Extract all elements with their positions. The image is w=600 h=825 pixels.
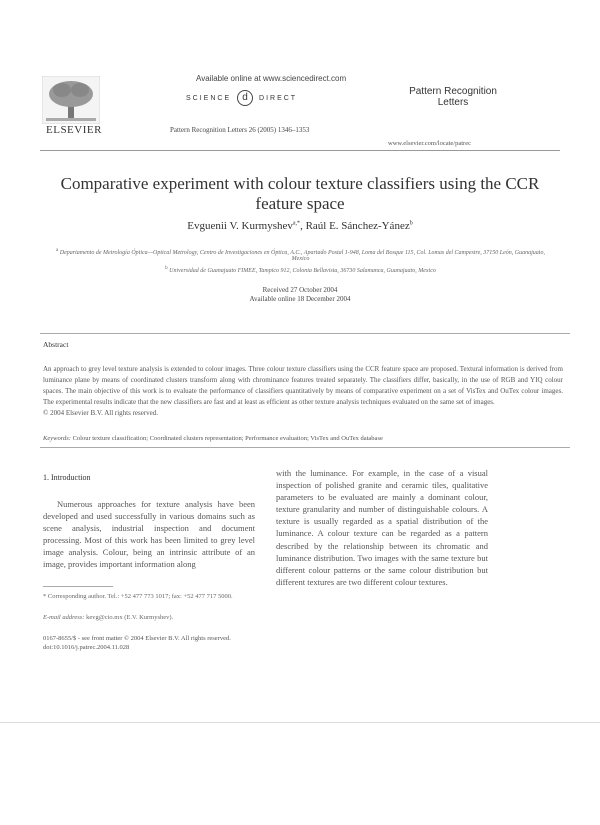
sciencedirect-logo: [186, 90, 297, 106]
author-1-sup: a,*: [292, 220, 301, 227]
intro-right-column: with the luminance. For example, in the case of a visual inspection of polished granite and ceramic tiles, qualitative parameters to be evaluated are mainly a dominant colour, texture granularity and number of distinguishable colours. A texture is usually regarded as a spatial distribution of the luminance. A colour texture can be regarded as a pattern described by the relationship between its chromatic and luminance distribution. Two images with the same texture but different colour patterns or the same colour distribution but different textures are two different colour textures.: [276, 468, 488, 587]
available-date: Available online 18 December 2004: [249, 295, 351, 303]
article-dates: [200, 286, 400, 304]
affiliation-a: [48, 248, 553, 262]
affiliation-a-text: Departamento de Metrología Óptica—Optical Metrology, Centro de Investigaciones en Óptica, A.C., Apartado Postal 1-948, Loma del Bosque 115, Col. Lomas del Campestre, 37150 León, Guanajuato, Mexico: [59, 250, 545, 262]
affiliation-b: [48, 266, 553, 274]
author-separator: ,: [300, 220, 306, 232]
footnote-corresponding: * Corresponding author. Tel.: +52 477 773 1017; fax: +52 477 717 5000.: [43, 593, 233, 600]
received-date: Received 27 October 2004: [262, 286, 338, 294]
abstract-divider-top: [40, 333, 570, 334]
affiliation-a-label: a: [56, 248, 59, 253]
author-1: Evguenii V. Kurmyshev: [187, 220, 293, 232]
sd-left: SCIENCE: [186, 94, 232, 102]
article-title: Comparative experiment with colour texture classifiers using the CCR feature space: [60, 174, 540, 213]
publisher-name: ELSEVIER: [46, 124, 102, 136]
header-divider: [40, 150, 560, 151]
abstract-text: An approach to grey level texture analysis is extended to colour images. Three colour texture classifiers using the CCR feature space are proposed. Textural information is derived from luminance plane by means of coordinated clusters transform along with chrominance features treated separately. The classifiers differ, basically, in the use of RGB and YIQ colour spaces. The main objective of this work is to evaluate the performance of classifiers quantitatively by means of comparative experiment on a set of VisTex and OuTex colour images. The experimental results indicate that the new classifiers are fast and at least as efficient as other texture analysis techniques evaluated on the same set of images.: [43, 365, 563, 406]
sd-right: DIRECT: [259, 94, 298, 102]
section-heading: 1. Introduction: [43, 473, 91, 482]
footnote-email: [43, 613, 268, 622]
available-online: Available online at www.sciencedirect.com: [196, 74, 347, 83]
journal-reference: Pattern Recognition Letters 26 (2005) 1346–1353: [170, 126, 310, 134]
intro-left-column: Numerous approaches for texture analysis have been developed and used successfully in various domains such as scene analysis, industrial inspection and document processing. Most of this work has been limited to grey level image analysis. Colour, being an intrinsic attribute of an image, provides important information along: [43, 499, 255, 570]
elsevier-tree-logo: [42, 76, 100, 124]
doi-line: doi:10.1016/j.patrec.2004.11.028: [43, 644, 130, 651]
abstract-heading: Abstract: [43, 340, 69, 349]
keywords: [43, 435, 568, 442]
journal-url[interactable]: www.elsevier.com/locate/patrec: [388, 140, 471, 147]
abstract-copyright: © 2004 Elsevier B.V. All rights reserved.: [43, 409, 159, 417]
abstract-body: [43, 364, 563, 419]
affiliation-b-text: Universidad de Guanajuato FIMEE, Tampico 912, Colonia Bellavista, 36730 Salamanca, Guanajuato, Mexico: [169, 268, 436, 274]
email-address: kevg@cio.mx (E.V. Kurmyshev).: [84, 614, 174, 621]
author-2: Raúl E. Sánchez-Yánez: [305, 220, 410, 232]
issn-line: 0167-8655/$ - see front matter © 2004 Elsevier B.V. All rights reserved.: [43, 635, 231, 642]
email-label: E-mail address:: [43, 614, 85, 621]
footnote-rule: [43, 586, 113, 587]
abstract-divider-bottom: [40, 447, 570, 448]
page-bottom-divider: [0, 722, 600, 723]
author-2-sup: b: [409, 220, 413, 227]
authors: [60, 220, 540, 232]
keywords-label: Keywords:: [43, 435, 71, 442]
journal-name: Pattern Recognition Letters: [409, 86, 497, 108]
affiliation-b-label: b: [165, 266, 168, 271]
keywords-text: Colour texture classification; Coordinated clusters representation; Performance evaluation; VisTex and OuTex database: [70, 435, 383, 442]
sd-circle-icon: d: [237, 90, 253, 106]
issn-doi: [43, 634, 363, 652]
